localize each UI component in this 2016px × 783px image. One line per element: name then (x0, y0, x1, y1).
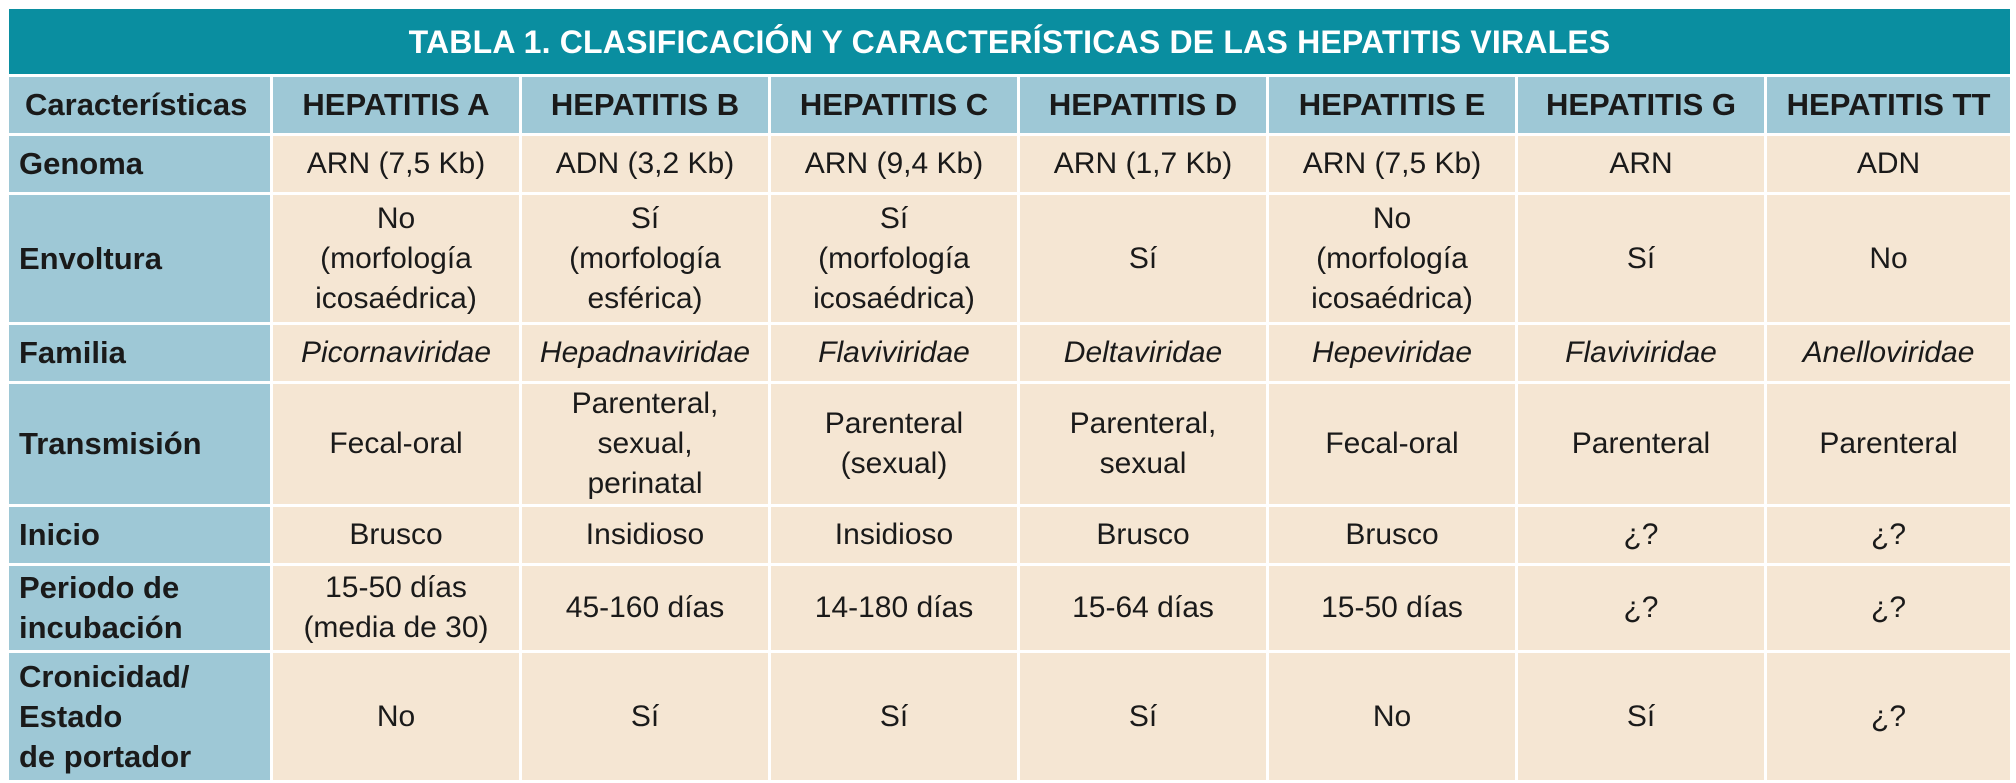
row-label-periodo: Periodo de incubación (8, 565, 272, 652)
cell-genoma-b: ADN (3,2 Kb) (521, 135, 770, 194)
header-hepatitis-a: HEPATITIS A (272, 76, 521, 135)
cell-cronicidad-c: Sí (770, 652, 1019, 782)
cell-cronicidad-b: Sí (521, 652, 770, 782)
table-row-inicio (8, 506, 2012, 565)
cell-genoma-a: ARN (7,5 Kb) (272, 135, 521, 194)
cell-cronicidad-tt: ¿? (1766, 652, 2012, 782)
header-hepatitis-d: HEPATITIS D (1019, 76, 1268, 135)
table-row-envoltura (8, 194, 2012, 324)
header-hepatitis-tt: HEPATITIS TT (1766, 76, 2012, 135)
cell-familia-tt: Anelloviridae (1766, 324, 2012, 383)
cell-envoltura-a: No (morfología icosaédrica) (272, 194, 521, 324)
row-label-cronicidad: Cronicidad/ Estado de portador (8, 652, 272, 782)
cell-transmision-b: Parenteral, sexual, perinatal (521, 383, 770, 506)
cell-cronicidad-a: No (272, 652, 521, 782)
cell-familia-e: Hepeviridae (1268, 324, 1517, 383)
header-hepatitis-g: HEPATITIS G (1517, 76, 1766, 135)
row-label-envoltura: Envoltura (8, 194, 272, 324)
cell-inicio-e: Brusco (1268, 506, 1517, 565)
cell-inicio-d: Brusco (1019, 506, 1268, 565)
cell-transmision-g: Parenteral (1517, 383, 1766, 506)
table-row-cronicidad (8, 652, 2012, 782)
cell-familia-c: Flaviviridae (770, 324, 1019, 383)
cell-familia-b: Hepadnaviridae (521, 324, 770, 383)
row-label-inicio: Inicio (8, 506, 272, 565)
table-row-familia (8, 324, 2012, 383)
table-title: TABLA 1. CLASIFICACIÓN Y CARACTERÍSTICAS DE LAS HEPATITIS VIRALES (8, 8, 2012, 76)
cell-periodo-tt: ¿? (1766, 565, 2012, 652)
cell-periodo-c: 14-180 días (770, 565, 1019, 652)
table-row-periodo (8, 565, 2012, 652)
cell-genoma-tt: ADN (1766, 135, 2012, 194)
cell-inicio-g: ¿? (1517, 506, 1766, 565)
cell-inicio-a: Brusco (272, 506, 521, 565)
cell-genoma-g: ARN (1517, 135, 1766, 194)
cell-transmision-e: Fecal-oral (1268, 383, 1517, 506)
cell-envoltura-tt: No (1766, 194, 2012, 324)
cell-inicio-tt: ¿? (1766, 506, 2012, 565)
table-row-genoma (8, 135, 2012, 194)
cell-periodo-d: 15-64 días (1019, 565, 1268, 652)
cell-familia-a: Picornaviridae (272, 324, 521, 383)
cell-transmision-d: Parenteral, sexual (1019, 383, 1268, 506)
row-label-familia: Familia (8, 324, 272, 383)
cell-envoltura-d: Sí (1019, 194, 1268, 324)
cell-familia-g: Flaviviridae (1517, 324, 1766, 383)
cell-periodo-e: 15-50 días (1268, 565, 1517, 652)
cell-envoltura-e: No (morfología icosaédrica) (1268, 194, 1517, 324)
cell-transmision-c: Parenteral (sexual) (770, 383, 1019, 506)
cell-periodo-b: 45-160 días (521, 565, 770, 652)
row-label-transmision: Transmisión (8, 383, 272, 506)
cell-envoltura-c: Sí (morfología icosaédrica) (770, 194, 1019, 324)
cell-envoltura-g: Sí (1517, 194, 1766, 324)
cell-cronicidad-e: No (1268, 652, 1517, 782)
cell-transmision-tt: Parenteral (1766, 383, 2012, 506)
cell-cronicidad-d: Sí (1019, 652, 1268, 782)
cell-transmision-a: Fecal-oral (272, 383, 521, 506)
cell-inicio-b: Insidioso (521, 506, 770, 565)
cell-genoma-e: ARN (7,5 Kb) (1268, 135, 1517, 194)
header-hepatitis-b: HEPATITIS B (521, 76, 770, 135)
cell-cronicidad-g: Sí (1517, 652, 1766, 782)
hepatitis-table-container (6, 6, 2010, 783)
cell-inicio-c: Insidioso (770, 506, 1019, 565)
header-caracteristicas: Características (8, 76, 272, 135)
cell-envoltura-b: Sí (morfología esférica) (521, 194, 770, 324)
row-label-genoma: Genoma (8, 135, 272, 194)
cell-familia-d: Deltaviridae (1019, 324, 1268, 383)
header-hepatitis-e: HEPATITIS E (1268, 76, 1517, 135)
hepatitis-classification-table (6, 6, 2013, 783)
table-row-transmision (8, 383, 2012, 506)
cell-genoma-c: ARN (9,4 Kb) (770, 135, 1019, 194)
cell-genoma-d: ARN (1,7 Kb) (1019, 135, 1268, 194)
header-hepatitis-c: HEPATITIS C (770, 76, 1019, 135)
header-row (8, 76, 2012, 135)
cell-periodo-g: ¿? (1517, 565, 1766, 652)
cell-periodo-a: 15-50 días (media de 30) (272, 565, 521, 652)
